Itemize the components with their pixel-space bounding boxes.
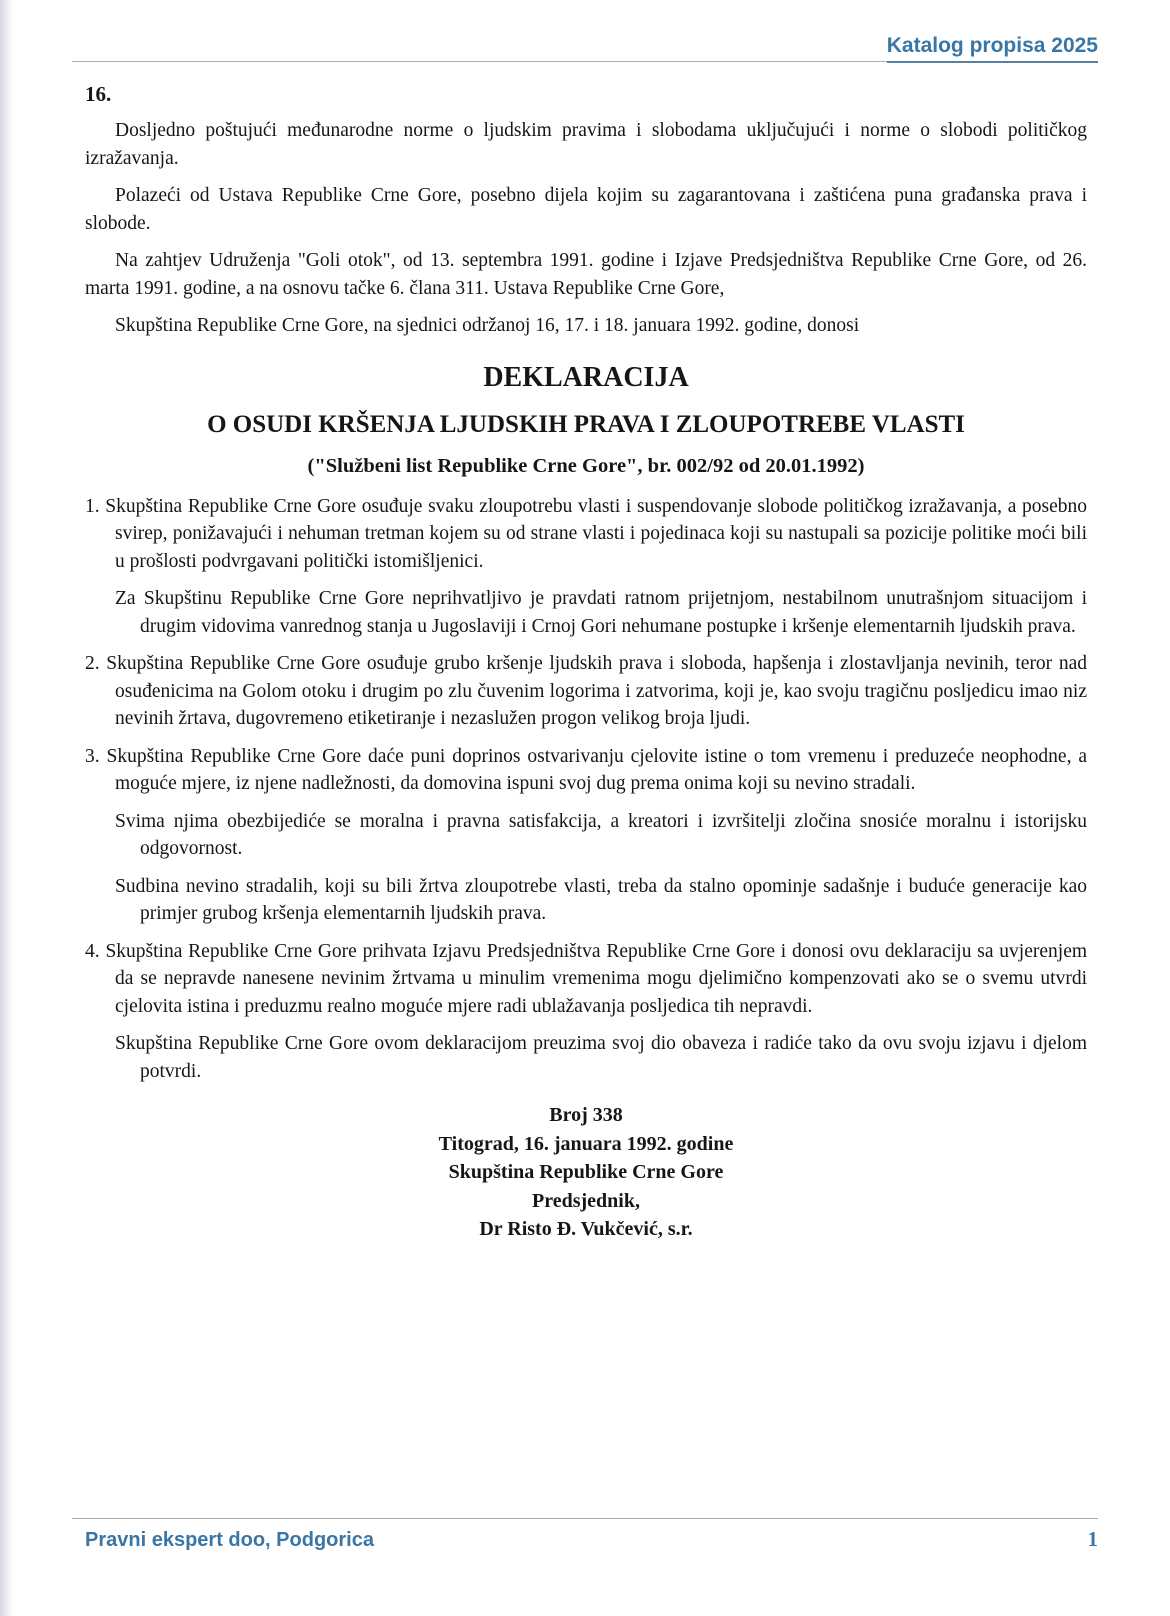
- item-subparagraph: Svima njima obezbijediće se moralna i pravna satisfakcija, a kreatori i izvršitelji zločina snosiće moralnu i istorijsku odgovornost.: [115, 810, 1087, 859]
- gazette-reference: ("Službeni list Republike Crne Gore", br. 002/92 od 20.01.1992): [307, 454, 865, 477]
- page-edge-shadow: [0, 0, 13, 1616]
- numbered-item: 1. Skupština Republike Crne Gore osuđuje svaku zloupotrebu vlasti i suspendovanje slobode političkog izražavanja, a posebno svirep, ponižavajući i nehuman tretman kojem su od strane vlasti i pojedinaca koji su nastupali sa pozicije politike moći bili u prošlosti podvrgavani politički istomišljenici.: [85, 495, 1087, 572]
- intro-paragraph: Na zahtjev Udruženja "Goli otok", od 13. septembra 1991. godine i Izjave Predsjedništva Republike Crne Gore, od 26. marta 1991. godine, a na osnovu tačke 6. člana 311. Ustava Republike Crne Gore,: [85, 250, 1087, 299]
- item-subparagraph: Sudbina nevino stradalih, koji su bili žrtva zloupotrebe vlasti, treba da stalno opominje sadašnje i buduće generacije kao primjer grubog kršenja elementarnih ljudskih prava.: [115, 875, 1087, 924]
- page-header: [72, 34, 1098, 62]
- intro-section: [85, 117, 1087, 340]
- intro-paragraph: Polazeći od Ustava Republike Crne Gore, posebno dijela kojim su zagarantovana i zaštićena puna građanska prava i slobode.: [85, 185, 1087, 234]
- signature-line: Broj 338: [549, 1104, 623, 1126]
- signature-line: Predsjednik,: [532, 1189, 640, 1212]
- page-footer: [72, 1518, 1098, 1552]
- signature-line: Titograd, 16. januara 1992. godine: [438, 1132, 734, 1155]
- signature-line: Skupština Republike Crne Gore: [448, 1161, 724, 1183]
- numbered-item: 2. Skupština Republike Crne Gore osuđuje grubo kršenje ljudskih prava i sloboda, hapšenja i zlostavljanja nevinih, teror nad osuđenicima na Golom otoku i drugim po zlu čuvenim logorima i zatvorima, koji je, kao svoju tragičnu posljedicu imao niz nevinih žrtava, dugovremeno etiketiranje i nezaslužen progon velikog broja ljudi.: [85, 653, 1088, 729]
- document-subtitle: O OSUDI KRŠENJA LJUDSKIH PRAVA I ZLOUPOTREBE VLASTI: [207, 410, 965, 438]
- signature-block: [85, 1101, 1087, 1244]
- footer-page-number: 1: [1087, 1527, 1098, 1551]
- footer-publisher: Pravni ekspert doo, Podgorica: [85, 1529, 374, 1551]
- signature-line: Dr Risto Đ. Vukčević, s.r.: [479, 1218, 693, 1240]
- items-section: [85, 493, 1087, 1086]
- item-number: 1.: [85, 495, 106, 517]
- numbered-item: 3. Skupština Republike Crne Gore daće puni doprinos ostvarivanju cjelovite istine o tom vremenu i preduzeće neophodne, a moguće mjere, iz njene nadležnosti, da domovina ispuni svoj dug prema onima koji su nevino stradali.: [85, 745, 1088, 794]
- item-number: 4.: [85, 940, 106, 962]
- intro-paragraph: Skupština Republike Crne Gore, na sjednici održanoj 16, 17. i 18. januara 1992. godine, donosi: [115, 315, 860, 336]
- document-content: [85, 72, 1087, 1244]
- document-title: DEKLARACIJA: [483, 361, 689, 393]
- numbered-item: 4. Skupština Republike Crne Gore prihvata Izjavu Predsjedništva Republike Crne Gore i donosi ovu deklaraciju sa uvjerenjem da se nepravde nanesene nevinim žrtvama u minulim vremenima mogu djelimično kompenzovati ako se o svemu utvrdi cjelovita istina i preduzmu realno moguće mjere radi ublažavanja posljedica tih nepravdi.: [85, 940, 1088, 1017]
- catalog-header-label: Katalog propisa 2025: [887, 34, 1098, 63]
- item-number: 2.: [85, 653, 107, 674]
- section-number: 16.: [85, 82, 112, 106]
- item-subparagraph: Skupština Republike Crne Gore ovom deklaracijom preuzima svoj dio obaveza i radiće tako da ovu svoju izjavu i djelom potvrdi.: [115, 1033, 1087, 1082]
- intro-paragraph: Dosljedno poštujući međunarodne norme o ljudskim pravima i slobodama uključujući i norme o slobodi političkog izražavanja.: [85, 120, 1087, 169]
- item-subparagraph: Za Skupštinu Republike Crne Gore neprihvatljivo je pravdati ratnom prijetnjom, nestabilnom unutrašnjom situacijom i drugim vidovima vanrednog stanja u Jugoslaviji i Crnoj Gori nehumane postupke i kršenje elementarnih ljudskih prava.: [115, 588, 1087, 637]
- item-number: 3.: [85, 745, 107, 767]
